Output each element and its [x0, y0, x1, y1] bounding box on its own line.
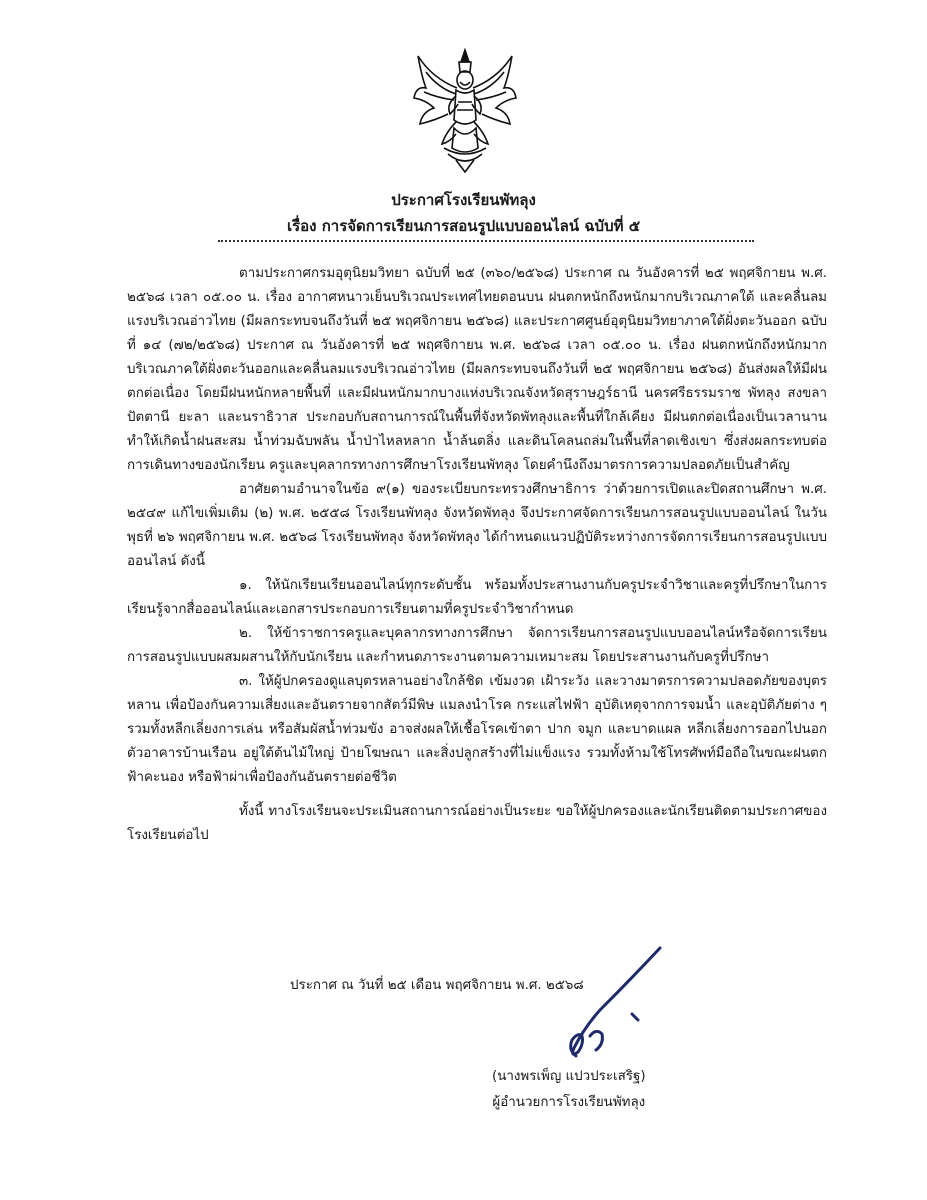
- handwritten-signature: [560, 940, 680, 1080]
- guideline-item-parents: ๓. ให้ผู้ปกครองดูแลบุตรหลานอย่างใกล้ชิด เข้มงวด เฝ้าระวัง และวางมาตรการความปลอดภัยของบุตรหลาน เพื่อป้องกันความเสี่ยงและอันตรายจากสัตว์มีพิษ แมลงนำโรค กระแสไฟฟ้า อุบัติเหตุจากการจมน้ำ และอุบัติภัยต่าง ๆ รวมทั้งหลีกเลี่ยงการเล่น หรือสัมผัสน้ำท่วมขัง อาจส่งผลให้เชื้อโรคเข้าตา ปาก จมูก และบาดแผล หลีกเลี่ยงการออกไปนอกตัวอาคารบ้านเรือน อยู่ใต้ต้นไม้ใหญ่ ป้ายโฆษณา และสิ่งปลูกสร้างที่ไม่แข็งแรง รวมทั้งห้ามใช้โทรศัพท์มือถือในขณะฝนตก ฟ้าคะนอง หรือฟ้าผ่าเพื่อป้องกันอันตรายต่อชีวิต: [127, 674, 827, 785]
- paragraph-background: ตามประกาศกรมอุตุนิยมวิทยา ฉบับที่ ๒๕ (๓๖๐/๒๕๖๘) ประกาศ ณ วันอังคารที่ ๒๕ พฤศจิกายน พ.ศ. ๒๕๖๘ เวลา ๐๕.๐๐ น. เรื่อง อากาศหนาวเย็นบริเวณประเทศไทยตอนบน ฝนตกหนักถึงหนักมากบริเวณภาคใต้ และคลื่นลมแรงบริเวณอ่าวไทย (มีผลกระทบจนถึงวันที่ ๒๕ พฤศจิกายน ๒๕๖๘) และประกาศศูนย์อุตุนิยมวิทยาภาคใต้ฝั่งตะวันออก ฉบับที่ ๑๔ (๗๒/๒๕๖๘) ประกาศ ณ วันอังคารที่ ๒๕ พฤศจิกายน พ.ศ. ๒๕๖๘ เวลา ๐๕.๐๐ น. เรื่อง ฝนตกหนักถึงหนักมากบริเวณภาคใต้ฝั่งตะวันออกและคลื่นลมแรงบริเวณอ่าวไทย (มีผลกระทบจนถึงวันที่ ๒๕ พฤศจิกายน ๒๕๖๘) อันส่งผลให้มีฝนตกต่อเนื่อง โดยมีฝนหนักหลายพื้นที่ และมีฝนหนักมากบางแห่งบริเวณจังหวัดสุราษฎร์ธานี นครศรีธรรมราช พัทลุง สงขลา ปัตตานี ยะลา และนราธิวาส ประกอบกับสถานการณ์ในพื้นที่จังหวัดพัทลุงและพื้นที่ใกล้เคียง มีฝนตกต่อเนื่องเป็นเวลานาน ทำให้เกิดน้ำฝนสะสม น้ำท่วมฉับพลัน น้ำป่าไหลหลาก น้ำล้นตลิ่ง และดินโคลนถล่มในพื้นที่ลาดเชิงเขา ซึ่งส่งผลกระทบต่อการเดินทางของนักเรียน ครูและบุคลากรทางการศึกษาโรงเรียนพัทลุง โดยคำนึงถึงมาตรการความปลอดภัยเป็นสำคัญ: [127, 266, 827, 473]
- announcement-body: [127, 262, 827, 848]
- dotted-divider: [218, 240, 754, 242]
- announcement-dateline: ประกาศ ณ วันที่ ๒๕ เดือน พฤศจิกายน พ.ศ. ๒๕๖๘: [290, 978, 584, 993]
- guideline-item-teachers: ๒. ให้ข้าราชการครูและบุคลากรทางการศึกษา จัดการเรียนการสอนรูปแบบออนไลน์หรือจัดการเรียนการสอนรูปแบบผสมผสานให้กับนักเรียน และกำหนดภาระงานตามความเหมาะสม โดยประสานงานกับครูที่ปรึกษา: [127, 626, 827, 665]
- signer-title: ผู้อำนวยการโรงเรียนพัทลุง: [492, 1095, 646, 1110]
- announcement-subject: เรื่อง การจัดการเรียนการสอนรูปแบบออนไลน์ ฉบับที่ ๕: [286, 217, 641, 235]
- paragraph-authority: อาศัยตามอำนาจในข้อ ๙(๑) ของระเบียบกระทรวงศึกษาธิการ ว่าด้วยการเปิดและปิดสถานศึกษา พ.ศ. ๒๕๔๙ แก้ไขเพิ่มเติม (๒) พ.ศ. ๒๕๕๘ โรงเรียนพัทลุง จังหวัดพัทลุง จึงประกาศจัดการเรียนการสอนรูปแบบออนไลน์ ในวันพุธที่ ๒๖ พฤศจิกายน พ.ศ. ๒๕๖๘ โรงเรียนพัทลุง จังหวัดพัทลุง ได้กำหนดแนวปฏิบัติระหว่างการจัดการเรียนการสอนรูปแบบออนไลน์ ดังนี้: [127, 482, 827, 569]
- garuda-emblem-icon: [412, 48, 518, 174]
- guideline-item-students: ๑. ให้นักเรียนเรียนออนไลน์ทุกระดับชั้น พร้อมทั้งประสานงานกับครูประจำวิชาและครูที่ปรึกษาในการเรียนรู้จากสื่อออนไลน์และเอกสารประกอบการเรียนตามที่ครูประจำวิชากำหนด: [127, 578, 827, 617]
- paragraph-closing: ทั้งนี้ ทางโรงเรียนจะประเมินสถานการณ์อย่างเป็นระยะ ขอให้ผู้ปกครองและนักเรียนติดตามประกาศของโรงเรียนต่อไป: [127, 804, 827, 843]
- signer-block: [492, 1064, 646, 1116]
- signer-name: (นางพรเพ็ญ แปวประเสริฐ): [492, 1069, 646, 1084]
- announcement-title: ประกาศโรงเรียนพัทลุง: [391, 191, 536, 209]
